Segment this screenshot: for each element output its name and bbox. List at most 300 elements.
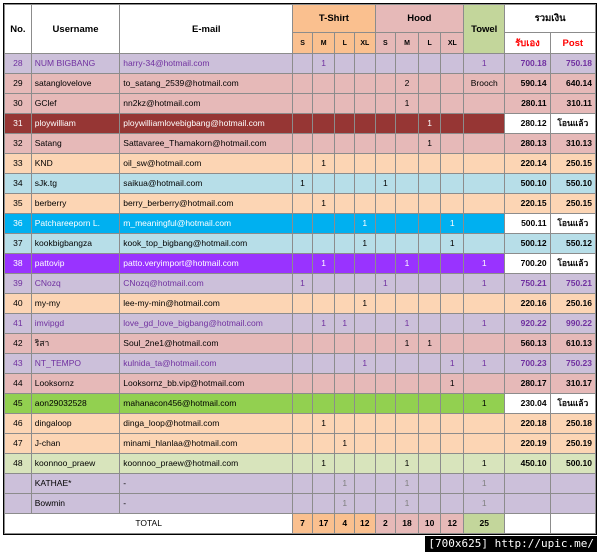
cell-hood-qty: 1 [418, 134, 441, 154]
cell-received: 280.12 [505, 114, 550, 134]
cell-tshirt-qty [312, 174, 335, 194]
cell-hood-qty [418, 474, 441, 494]
cell-hood-qty: 1 [396, 494, 419, 514]
order-spreadsheet [3, 3, 597, 535]
cell-received: 500.12 [505, 234, 550, 254]
cell-post: 310.13 [550, 134, 595, 154]
cell-username: Bowmin [31, 494, 120, 514]
header-tshirt: T-Shirt [293, 5, 375, 33]
cell-tshirt-qty [312, 374, 335, 394]
cell-tshirt-qty [354, 114, 375, 134]
cell-email: berry_berberry@hotmail.com [120, 194, 293, 214]
cell-hood-qty [375, 434, 396, 454]
cell-received: 590.14 [505, 74, 550, 94]
header-total-money: รวมเงิน [505, 5, 596, 33]
cell-hood-qty [396, 54, 419, 74]
cell-no: 44 [5, 374, 32, 394]
cell-tshirt-qty [335, 414, 355, 434]
table-row [5, 254, 596, 274]
cell-hood-qty [375, 454, 396, 474]
cell-email: CNozq@hotmail.com [120, 274, 293, 294]
header-received: รับเอง [505, 33, 550, 54]
cell-post: 550.12 [550, 234, 595, 254]
cell-email: Sattavaree_Thamakorn@hotmail.com [120, 134, 293, 154]
cell-towel [464, 234, 505, 254]
cell-post: 610.13 [550, 334, 595, 354]
cell-tshirt-qty [312, 474, 335, 494]
cell-hood-qty: 1 [375, 174, 396, 194]
cell-towel [464, 414, 505, 434]
cell-hood-qty [396, 154, 419, 174]
cell-hood-qty: 1 [396, 454, 419, 474]
cell-hood-qty [396, 434, 419, 454]
cell-towel [464, 154, 505, 174]
cell-hood-qty [441, 114, 464, 134]
header-hood: Hood [375, 5, 464, 33]
cell-username: Patchareeporn L. [31, 214, 120, 234]
header-email: E-mail [120, 5, 293, 54]
cell-no: 42 [5, 334, 32, 354]
cell-received [505, 494, 550, 514]
cell-no: 32 [5, 134, 32, 154]
table-row [5, 74, 596, 94]
order-rows [5, 54, 596, 514]
cell-no: 48 [5, 454, 32, 474]
cell-towel [464, 334, 505, 354]
cell-towel: 1 [464, 394, 505, 414]
cell-username: koonnoo_praew [31, 454, 120, 474]
cell-tshirt-qty [312, 134, 335, 154]
cell-tshirt-qty [293, 114, 313, 134]
cell-tshirt-qty [293, 314, 313, 334]
cell-email: patto.veryimport@hotmail.com [120, 254, 293, 274]
cell-hood-qty [375, 494, 396, 514]
cell-received: 220.16 [505, 294, 550, 314]
table-row [5, 434, 596, 454]
cell-hood-qty [396, 294, 419, 314]
cell-hood-qty [441, 154, 464, 174]
cell-tshirt-qty [293, 414, 313, 434]
header-hood-m: M [396, 33, 419, 54]
cell-username: sJk.tg [31, 174, 120, 194]
cell-towel [464, 94, 505, 114]
cell-hood-qty [441, 294, 464, 314]
cell-hood-qty [418, 494, 441, 514]
cell-hood-qty: 1 [396, 334, 419, 354]
header-no: No. [5, 5, 32, 54]
header-towel: Towel [464, 5, 505, 54]
cell-hood-qty [441, 254, 464, 274]
cell-tshirt-qty: 1 [354, 214, 375, 234]
cell-towel: 1 [464, 54, 505, 74]
cell-tshirt-qty [312, 294, 335, 314]
cell-towel: 1 [464, 354, 505, 374]
cell-tshirt-qty [354, 334, 375, 354]
cell-tshirt-qty [335, 234, 355, 254]
cell-hood-qty: 1 [441, 354, 464, 374]
cell-hood-qty [375, 74, 396, 94]
cell-hood-qty: 1 [396, 474, 419, 494]
cell-tshirt-qty [312, 114, 335, 134]
cell-hood-qty [418, 294, 441, 314]
cell-tshirt-qty [293, 54, 313, 74]
table-row [5, 214, 596, 234]
cell-hood-qty [375, 414, 396, 434]
cell-hood-qty [418, 54, 441, 74]
cell-towel: 1 [464, 314, 505, 334]
cell-tshirt-qty [293, 294, 313, 314]
cell-no: 41 [5, 314, 32, 334]
cell-username: kookbigbangza [31, 234, 120, 254]
table-row [5, 234, 596, 254]
cell-email: mahanacon456@hotmail.com [120, 394, 293, 414]
cell-tshirt-qty [293, 474, 313, 494]
cell-towel [464, 214, 505, 234]
cell-hood-qty [396, 214, 419, 234]
cell-tshirt-qty: 1 [293, 274, 313, 294]
cell-received: 280.13 [505, 134, 550, 154]
totals-row [5, 514, 596, 534]
cell-received: 700.18 [505, 54, 550, 74]
cell-hood-qty [418, 154, 441, 174]
table-row [5, 94, 596, 114]
cell-hood-qty [418, 214, 441, 234]
cell-hood-qty [375, 234, 396, 254]
cell-tshirt-qty: 1 [335, 494, 355, 514]
cell-email: to_satang_2539@hotmail.com [120, 74, 293, 94]
table-row [5, 114, 596, 134]
cell-tshirt-qty [335, 54, 355, 74]
cell-email: minami_hlanlaa@hotmail.com [120, 434, 293, 454]
cell-towel [464, 434, 505, 454]
cell-username: CNozq [31, 274, 120, 294]
cell-hood-qty [441, 134, 464, 154]
table-row [5, 414, 596, 434]
cell-hood-qty [418, 74, 441, 94]
total-tshirt-s: 7 [293, 514, 313, 534]
cell-hood-qty [418, 234, 441, 254]
cell-post: 550.10 [550, 174, 595, 194]
cell-towel: 1 [464, 254, 505, 274]
cell-tshirt-qty: 1 [312, 314, 335, 334]
cell-hood-qty [375, 334, 396, 354]
cell-tshirt-qty [354, 414, 375, 434]
cell-towel [464, 374, 505, 394]
cell-email: kook_top_bigbang@hotmail.com [120, 234, 293, 254]
cell-post: 250.15 [550, 154, 595, 174]
cell-tshirt-qty [335, 94, 355, 114]
header-tshirt-s: S [293, 33, 313, 54]
watermark-label: [700x625] http://upic.me/ [425, 536, 597, 552]
cell-no [5, 474, 32, 494]
cell-tshirt-qty: 1 [354, 294, 375, 314]
cell-received: 920.22 [505, 314, 550, 334]
table-row [5, 374, 596, 394]
total-tshirt-l: 4 [335, 514, 355, 534]
cell-hood-qty [396, 194, 419, 214]
cell-username: KND [31, 154, 120, 174]
cell-hood-qty [418, 194, 441, 214]
cell-hood-qty [396, 354, 419, 374]
cell-received: 750.21 [505, 274, 550, 294]
cell-no: 46 [5, 414, 32, 434]
cell-hood-qty [418, 274, 441, 294]
table-row [5, 54, 596, 74]
cell-username: ริสา [31, 334, 120, 354]
cell-tshirt-qty: 1 [354, 354, 375, 374]
cell-hood-qty [375, 154, 396, 174]
cell-tshirt-qty [335, 374, 355, 394]
cell-email: - [120, 494, 293, 514]
cell-received: 220.15 [505, 194, 550, 214]
cell-email: Looksornz_bb.vip@hotmail.com [120, 374, 293, 394]
table-row [5, 174, 596, 194]
cell-tshirt-qty [335, 174, 355, 194]
cell-towel: 1 [464, 454, 505, 474]
cell-username: Looksornz [31, 374, 120, 394]
cell-tshirt-qty [354, 74, 375, 94]
table-row [5, 354, 596, 374]
cell-no: 36 [5, 214, 32, 234]
cell-hood-qty [396, 414, 419, 434]
cell-received: 280.11 [505, 94, 550, 114]
cell-tshirt-qty [354, 434, 375, 454]
cell-tshirt-qty [293, 254, 313, 274]
header-tshirt-xl: XL [354, 33, 375, 54]
cell-tshirt-qty [312, 234, 335, 254]
cell-tshirt-qty [312, 394, 335, 414]
cell-hood-qty: 1 [441, 234, 464, 254]
table-row [5, 134, 596, 154]
cell-hood-qty [418, 174, 441, 194]
total-hood-l: 10 [418, 514, 441, 534]
cell-tshirt-qty [293, 154, 313, 174]
cell-no: 30 [5, 94, 32, 114]
cell-hood-qty [418, 374, 441, 394]
cell-tshirt-qty: 1 [312, 54, 335, 74]
cell-username: NUM BIGBANG [31, 54, 120, 74]
cell-post: โอนแล้ว [550, 254, 595, 274]
cell-hood-qty [441, 54, 464, 74]
cell-hood-qty [418, 434, 441, 454]
cell-no: 38 [5, 254, 32, 274]
cell-tshirt-qty [354, 134, 375, 154]
total-tshirt-m: 17 [312, 514, 335, 534]
cell-received: 700.20 [505, 254, 550, 274]
cell-tshirt-qty [354, 254, 375, 274]
cell-tshirt-qty [354, 394, 375, 414]
cell-tshirt-qty [293, 394, 313, 414]
cell-tshirt-qty [354, 314, 375, 334]
total-hood-s: 2 [375, 514, 396, 534]
cell-tshirt-qty [335, 114, 355, 134]
cell-tshirt-qty [354, 494, 375, 514]
cell-username: J-chan [31, 434, 120, 454]
total-towel: 25 [464, 514, 505, 534]
cell-hood-qty [375, 94, 396, 114]
cell-tshirt-qty [335, 274, 355, 294]
cell-post: 640.14 [550, 74, 595, 94]
cell-hood-qty [418, 394, 441, 414]
cell-no: 43 [5, 354, 32, 374]
cell-post: 990.22 [550, 314, 595, 334]
cell-hood-qty: 1 [396, 254, 419, 274]
cell-hood-qty: 1 [441, 214, 464, 234]
cell-hood-qty [441, 314, 464, 334]
cell-hood-qty [396, 274, 419, 294]
cell-post: 750.18 [550, 54, 595, 74]
cell-no: 47 [5, 434, 32, 454]
cell-tshirt-qty [312, 274, 335, 294]
cell-hood-qty [418, 454, 441, 474]
cell-email: koonnoo_praew@hotmail.com [120, 454, 293, 474]
cell-towel [464, 134, 505, 154]
cell-tshirt-qty: 1 [335, 474, 355, 494]
cell-hood-qty [441, 94, 464, 114]
cell-tshirt-qty [335, 454, 355, 474]
cell-tshirt-qty [335, 394, 355, 414]
cell-tshirt-qty [293, 354, 313, 374]
cell-towel: 1 [464, 494, 505, 514]
cell-hood-qty [375, 214, 396, 234]
cell-hood-qty: 2 [396, 74, 419, 94]
cell-tshirt-qty [293, 434, 313, 454]
cell-username: GClef [31, 94, 120, 114]
cell-tshirt-qty [335, 294, 355, 314]
cell-username: my-my [31, 294, 120, 314]
cell-tshirt-qty [312, 74, 335, 94]
cell-tshirt-qty [293, 454, 313, 474]
cell-no [5, 494, 32, 514]
cell-email: dinga_loop@hotmail.com [120, 414, 293, 434]
cell-tshirt-qty [335, 354, 355, 374]
cell-tshirt-qty [293, 134, 313, 154]
cell-towel: 1 [464, 474, 505, 494]
cell-tshirt-qty [335, 254, 355, 274]
cell-hood-qty: 1 [441, 374, 464, 394]
cell-tshirt-qty [335, 74, 355, 94]
cell-no: 39 [5, 274, 32, 294]
cell-hood-qty [418, 314, 441, 334]
cell-received: 220.14 [505, 154, 550, 174]
cell-tshirt-qty: 1 [312, 194, 335, 214]
cell-post: โอนแล้ว [550, 114, 595, 134]
cell-username: ploywilliam [31, 114, 120, 134]
cell-tshirt-qty [354, 474, 375, 494]
cell-username: KATHAE* [31, 474, 120, 494]
cell-email: m_meaningful@hotmail.com [120, 214, 293, 234]
cell-hood-qty [441, 394, 464, 414]
total-hood-m: 18 [396, 514, 419, 534]
cell-tshirt-qty [354, 274, 375, 294]
cell-no: 28 [5, 54, 32, 74]
cell-username: Satang [31, 134, 120, 154]
cell-post: 750.21 [550, 274, 595, 294]
cell-hood-qty [441, 434, 464, 454]
cell-hood-qty [375, 134, 396, 154]
cell-tshirt-qty [293, 214, 313, 234]
cell-no: 35 [5, 194, 32, 214]
cell-hood-qty [375, 354, 396, 374]
cell-towel [464, 294, 505, 314]
cell-received [505, 474, 550, 494]
cell-no: 33 [5, 154, 32, 174]
cell-received: 220.18 [505, 414, 550, 434]
cell-tshirt-qty [354, 94, 375, 114]
cell-email: love_gd_love_bigbang@hotmail.com [120, 314, 293, 334]
table-row [5, 454, 596, 474]
cell-tshirt-qty [335, 214, 355, 234]
cell-hood-qty [418, 254, 441, 274]
cell-hood-qty [375, 194, 396, 214]
cell-tshirt-qty [293, 234, 313, 254]
cell-hood-qty [375, 374, 396, 394]
cell-tshirt-qty: 1 [335, 434, 355, 454]
cell-username: NT_TEMPO [31, 354, 120, 374]
cell-hood-qty [396, 234, 419, 254]
cell-post [550, 494, 595, 514]
cell-tshirt-qty: 1 [312, 454, 335, 474]
cell-post: 750.23 [550, 354, 595, 374]
cell-hood-qty [375, 114, 396, 134]
cell-hood-qty [375, 54, 396, 74]
cell-hood-qty [375, 294, 396, 314]
cell-hood-qty [396, 374, 419, 394]
cell-received: 450.10 [505, 454, 550, 474]
cell-hood-qty [375, 314, 396, 334]
cell-tshirt-qty [335, 134, 355, 154]
cell-post: โอนแล้ว [550, 214, 595, 234]
cell-tshirt-qty [354, 454, 375, 474]
cell-tshirt-qty [335, 194, 355, 214]
header-hood-l: L [418, 33, 441, 54]
cell-received: 560.13 [505, 334, 550, 354]
cell-username: satanglovelove [31, 74, 120, 94]
cell-no: 29 [5, 74, 32, 94]
cell-username: aon29032528 [31, 394, 120, 414]
cell-hood-qty [441, 74, 464, 94]
table-row [5, 494, 596, 514]
cell-post [550, 474, 595, 494]
cell-received: 280.17 [505, 374, 550, 394]
cell-tshirt-qty: 1 [312, 154, 335, 174]
cell-towel: Brooch [464, 74, 505, 94]
cell-hood-qty [441, 274, 464, 294]
cell-hood-qty [396, 174, 419, 194]
cell-received: 700.23 [505, 354, 550, 374]
cell-tshirt-qty [354, 154, 375, 174]
cell-email: ploywilliamlovebigbang@hotmail.com [120, 114, 293, 134]
cell-email: harry-34@hotmail.com [120, 54, 293, 74]
cell-hood-qty [441, 474, 464, 494]
cell-username: imvipgd [31, 314, 120, 334]
cell-username: dingaloop [31, 414, 120, 434]
header-hood-xl: XL [441, 33, 464, 54]
total-received-empty [505, 514, 550, 534]
cell-email: nn2kz@hotmail.com [120, 94, 293, 114]
table-row [5, 394, 596, 414]
cell-tshirt-qty [312, 434, 335, 454]
cell-tshirt-qty [354, 194, 375, 214]
totals-label: TOTAL [5, 514, 293, 534]
cell-tshirt-qty [293, 334, 313, 354]
cell-hood-qty [441, 174, 464, 194]
cell-tshirt-qty: 1 [312, 414, 335, 434]
table-row [5, 294, 596, 314]
cell-no: 40 [5, 294, 32, 314]
cell-hood-qty [418, 354, 441, 374]
cell-tshirt-qty [354, 374, 375, 394]
